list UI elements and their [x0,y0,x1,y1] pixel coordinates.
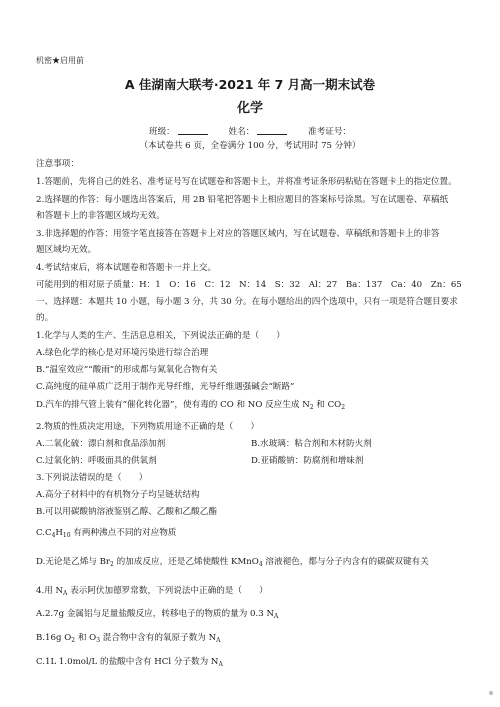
atomic-masses: 可能用到的相对原子质量：H：1 O：16 C：12 N：14 S：32 Al：27 Ba：137 Ca：40 Zn：65 [36,280,462,290]
instruction-3b: 题区域均无效。 [36,245,97,255]
q1-option-d: D.汽车的排气管上装有“催化转化器”，使有毒的 CO 和 NO 反应生成 $N_2$ 和 $CO_2$ [36,400,346,411]
name-blank[interactable] [257,125,287,135]
ticket-label: 准考证号： [308,127,352,137]
name-label: 姓名： [228,127,255,137]
secret-label: 机密★启用前 [36,56,84,65]
instruction-4: 4.考试结束后，将本试题卷和答题卡一并上交。 [36,263,217,273]
q3-option-d: D.无论是乙烯与 $Br_2$ 的加成反应，还是乙烯使酸性 KMnO$_4$ 溶液褪色，都与分子内含有的碳碳双键有关 [36,557,429,568]
corner-dot-icon [488,690,494,696]
class-field[interactable] [149,127,208,137]
q2-stem: 2.物质的性质决定用途，下列物质用途不正确的是（ ） [36,422,260,432]
q2-row-cd [36,455,478,467]
q3-option-a: A.高分子材料中的有机物分子均呈链状结构 [36,490,200,500]
instruction-2a: 2.选择题的作答：每小题选出答案后，用 2B 铅笔把答题卡上相应题目的答案标号涂黑。写在试题卷、草稿纸 [36,195,449,205]
exam-note: （本试卷共 6 页，全卷满分 100 分，考试用时 75 分钟） [139,141,361,151]
q4-stem: 4.用 $N_A$ 表示阿伏加德罗常数，下列说法中正确的是（ ） [36,586,268,597]
section1-heading-b: 的。 [36,313,54,323]
q3-option-c: $C.C_4H_{10}$ 有两种沸点不同的对应物质 [36,528,177,539]
instruction-2b: 和答题卡上的非答题区域均无效。 [36,211,165,221]
q2-option-a: A.二氧化硫：漂白剂和食品添加剂 [36,439,166,449]
q2-option-c: C.过氧化钠：呼吸面具的供氧剂 [36,456,157,466]
q1-option-c: C.高纯度的硅单质广泛用于制作光导纤维，光导纤维遇强碱会“断路” [36,382,295,392]
class-blank[interactable] [178,125,208,135]
ticket-field[interactable] [308,127,351,137]
q3-stem: 3.下列说法错误的是（ ） [36,473,148,483]
q1-stem: 1.化学与人类的生产、生活息息相关，下列说法正确的是（ ） [36,331,285,341]
q4-option-c: C.1L 1.0mol/L 的盐酸中含有 HCl 分子数为 $N_A$ [36,657,223,668]
q2-row-ab [36,438,478,450]
instruction-1: 1.答题前，先将自己的姓名、准考证号写在试题卷和答题卡上，并将准考证条形码粘贴在答题卡上的指定位置。 [36,177,457,187]
q3-option-b: B.可以用碳酸钠溶液鉴别乙醇、乙酸和乙酸乙酯 [36,507,217,517]
section1-heading-a: 一、选择题：本题共 10 小题，每小题 3 分，共 30 分。在每小题给出的四个选项中，只有一项是符合题目要求 [36,297,458,307]
instructions-heading: 注意事项： [36,159,79,169]
class-label: 班级： [148,127,175,137]
q1-option-b: B.“温室效应”“酸雨”的形成都与氮氧化合物有关 [36,365,218,375]
name-field[interactable] [229,127,288,137]
q2-option-d: D.亚硝酸钠：防腐剂和增味剂 [251,456,364,466]
q4-option-a: A.2.7g 金属铝与足量盐酸反应，转移电子的物质的量为 0.3 $N_A$ [36,609,279,620]
exam-title: A 佳湖南大联考·2021 年 7 月高一期末试卷 [124,77,376,92]
instruction-3a: 3.非选择题的作答：用签字笔直接答在答题卡上对应的答题区域内，写在试题卷、草稿纸和答题卡上的非答 [36,229,440,239]
student-info-row [0,125,500,138]
q1-option-a: A.绿色化学的核心是对环境污染进行综合治理 [36,348,209,358]
q4-option-b: B.16g $O_2$ 和 $O_3$ 混合物中含有的氧原子数为 $N_A$ [36,633,221,644]
q2-option-b: B.水玻璃：粘合剂和木材防火剂 [251,439,372,449]
subject-title: 化学 [236,101,263,116]
